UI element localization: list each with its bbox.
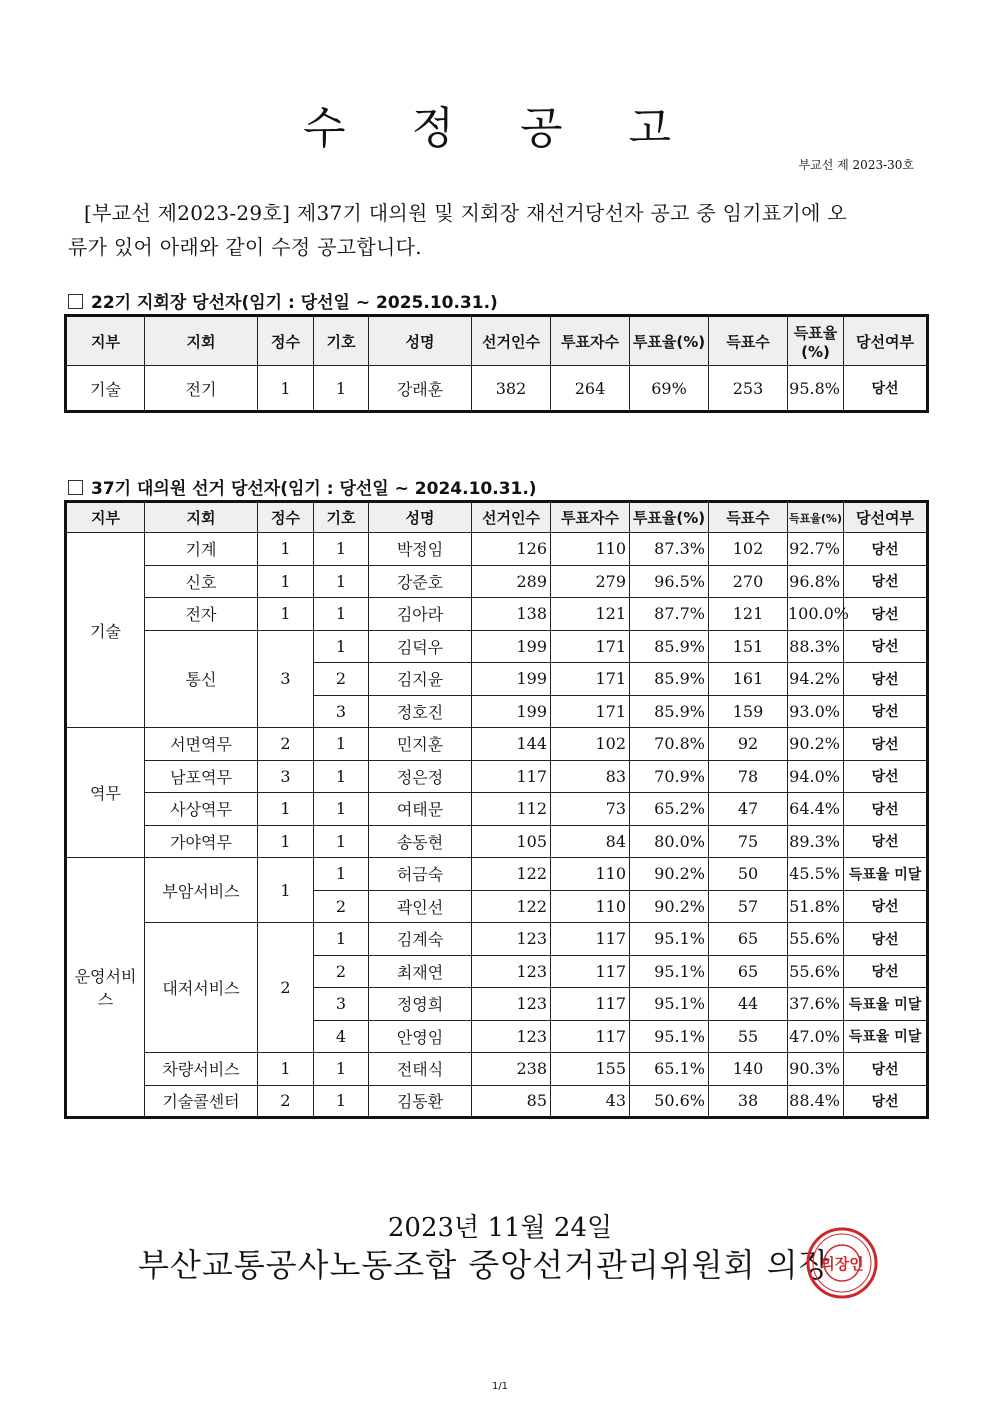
cell-name: 최재연 xyxy=(369,955,472,988)
cell-seats: 2 xyxy=(258,728,314,761)
cell-name: 김동환 xyxy=(369,1085,472,1118)
cell-name: 곽인선 xyxy=(369,890,472,923)
cell-name: 안영임 xyxy=(369,1020,472,1053)
cell-seats: 1 xyxy=(258,533,314,566)
cell-name: 전태식 xyxy=(369,1053,472,1086)
cell-electors: 112 xyxy=(472,793,551,826)
header-cell: 지부 xyxy=(66,502,145,533)
cell-turnout: 87.3% xyxy=(630,533,709,566)
cell-votes: 140 xyxy=(709,1053,788,1086)
cell-voters: 171 xyxy=(551,630,630,663)
cell-result: 당선 xyxy=(844,565,928,598)
cell-result: 득표율 미달 xyxy=(844,988,928,1021)
cell-votes: 78 xyxy=(709,760,788,793)
header-cell: 득표수 xyxy=(709,316,788,366)
header-cell: 당선여부 xyxy=(844,316,928,366)
cell-votes: 44 xyxy=(709,988,788,1021)
cell-rate: 55.6% xyxy=(788,923,844,956)
cell-result: 당선 xyxy=(844,955,928,988)
cell-turnout: 96.5% xyxy=(630,565,709,598)
table-row xyxy=(66,793,928,826)
cell-no: 3 xyxy=(314,988,369,1021)
table-header-row xyxy=(66,316,928,366)
announcement-date: 2023년 11월 24일 xyxy=(387,1213,613,1243)
cell-seats: 1 xyxy=(258,793,314,826)
cell-turnout: 85.9% xyxy=(630,695,709,728)
cell-voters: 83 xyxy=(551,760,630,793)
cell-name: 정은정 xyxy=(369,760,472,793)
cell-rate: 93.0% xyxy=(788,695,844,728)
cell-no: 1 xyxy=(314,923,369,956)
cell-electors: 199 xyxy=(472,663,551,696)
cell-seats: 2 xyxy=(258,1085,314,1118)
document-number: 부교선 제 2023-30호 xyxy=(798,158,914,172)
cell-no: 1 xyxy=(314,1085,369,1118)
cell-result: 당선 xyxy=(844,663,928,696)
cell-votes: 55 xyxy=(709,1020,788,1053)
cell-branch: 역무 xyxy=(66,728,145,858)
checkbox-square-icon xyxy=(68,480,83,495)
table-row xyxy=(66,923,928,956)
cell-turnout: 80.0% xyxy=(630,825,709,858)
cell-electors: 123 xyxy=(472,1020,551,1053)
cell-votes: 151 xyxy=(709,630,788,663)
cell-name: 강래훈 xyxy=(369,366,472,412)
cell-chapter: 통신 xyxy=(145,630,258,728)
cell-name: 박정임 xyxy=(369,533,472,566)
cell-turnout: 70.9% xyxy=(630,760,709,793)
cell-voters: 117 xyxy=(551,988,630,1021)
cell-voters: 110 xyxy=(551,533,630,566)
cell-voters: 279 xyxy=(551,565,630,598)
cell-chapter: 기술콜센터 xyxy=(145,1085,258,1118)
cell-votes: 50 xyxy=(709,858,788,891)
cell-result: 득표율 미달 xyxy=(844,1020,928,1053)
header-cell: 지회 xyxy=(145,316,258,366)
header-cell: 투표율(%) xyxy=(630,502,709,533)
cell-seats: 1 xyxy=(258,565,314,598)
cell-turnout: 90.2% xyxy=(630,890,709,923)
cell-electors: 105 xyxy=(472,825,551,858)
table-row xyxy=(66,728,928,761)
cell-rate: 45.5% xyxy=(788,858,844,891)
cell-seats: 1 xyxy=(258,598,314,631)
cell-no: 1 xyxy=(314,1053,369,1086)
cell-rate: 88.4% xyxy=(788,1085,844,1118)
cell-no: 1 xyxy=(314,760,369,793)
header-cell: 정수 xyxy=(258,316,314,366)
header-cell: 당선여부 xyxy=(844,502,928,533)
cell-votes: 75 xyxy=(709,825,788,858)
section2-heading-text: 37기 대의원 선거 당선자(임기 : 당선일 ~ 2024.10.31.) xyxy=(91,479,537,499)
cell-seats: 1 xyxy=(258,366,314,412)
table-row xyxy=(66,630,928,663)
cell-no: 3 xyxy=(314,695,369,728)
cell-seats: 1 xyxy=(258,1053,314,1086)
header-cell: 정수 xyxy=(258,502,314,533)
cell-chapter: 부암서비스 xyxy=(145,858,258,923)
table-row xyxy=(66,825,928,858)
cell-turnout: 65.1% xyxy=(630,1053,709,1086)
cell-chapter: 차량서비스 xyxy=(145,1053,258,1086)
cell-voters: 110 xyxy=(551,890,630,923)
cell-turnout: 95.1% xyxy=(630,923,709,956)
cell-votes: 47 xyxy=(709,793,788,826)
cell-result: 당선 xyxy=(844,890,928,923)
cell-result: 당선 xyxy=(844,695,928,728)
intro-paragraph xyxy=(68,196,928,264)
cell-electors: 382 xyxy=(472,366,551,412)
cell-chapter: 대저서비스 xyxy=(145,923,258,1053)
cell-seats: 1 xyxy=(258,858,314,923)
cell-result: 당선 xyxy=(844,630,928,663)
cell-electors: 289 xyxy=(472,565,551,598)
cell-turnout: 95.1% xyxy=(630,955,709,988)
cell-votes: 92 xyxy=(709,728,788,761)
branch-leader-table xyxy=(64,314,929,413)
cell-rate: 90.2% xyxy=(788,728,844,761)
table-row xyxy=(66,598,928,631)
cell-voters: 155 xyxy=(551,1053,630,1086)
cell-result: 당선 xyxy=(844,728,928,761)
cell-voters: 171 xyxy=(551,663,630,696)
header-cell: 선거인수 xyxy=(472,316,551,366)
cell-no: 1 xyxy=(314,533,369,566)
cell-rate: 47.0% xyxy=(788,1020,844,1053)
cell-chapter: 기계 xyxy=(145,533,258,566)
cell-name: 허금숙 xyxy=(369,858,472,891)
cell-result: 당선 xyxy=(844,760,928,793)
header-cell: 지회 xyxy=(145,502,258,533)
header-cell: 득표율(%) xyxy=(788,502,844,533)
table-row xyxy=(66,1085,928,1118)
header-cell: 지부 xyxy=(66,316,145,366)
cell-electors: 199 xyxy=(472,630,551,663)
cell-chapter: 남포역무 xyxy=(145,760,258,793)
header-cell: 성명 xyxy=(369,502,472,533)
cell-no: 1 xyxy=(314,793,369,826)
cell-turnout: 85.9% xyxy=(630,663,709,696)
cell-turnout: 65.2% xyxy=(630,793,709,826)
cell-votes: 161 xyxy=(709,663,788,696)
cell-no: 2 xyxy=(314,663,369,696)
cell-name: 정호진 xyxy=(369,695,472,728)
cell-rate: 94.0% xyxy=(788,760,844,793)
cell-votes: 57 xyxy=(709,890,788,923)
table-row xyxy=(66,760,928,793)
header-cell: 기호 xyxy=(314,502,369,533)
cell-rate: 89.3% xyxy=(788,825,844,858)
cell-rate: 90.3% xyxy=(788,1053,844,1086)
cell-result: 당선 xyxy=(844,366,928,412)
cell-voters: 264 xyxy=(551,366,630,412)
cell-branch: 기술 xyxy=(66,366,145,412)
section1-heading-text: 22기 지회장 당선자(임기 : 당선일 ~ 2025.10.31.) xyxy=(91,293,498,313)
cell-name: 김지윤 xyxy=(369,663,472,696)
cell-number: 1 xyxy=(314,366,369,412)
cell-name: 여태문 xyxy=(369,793,472,826)
cell-name: 강준호 xyxy=(369,565,472,598)
header-cell: 투표자수 xyxy=(551,316,630,366)
cell-votes: 65 xyxy=(709,923,788,956)
cell-electors: 117 xyxy=(472,760,551,793)
svg-text:의장인: 의장인 xyxy=(820,1255,864,1273)
cell-seats: 3 xyxy=(258,760,314,793)
cell-branch: 운영서비스 xyxy=(66,858,145,1118)
cell-electors: 85 xyxy=(472,1085,551,1118)
cell-voters: 117 xyxy=(551,923,630,956)
cell-result: 당선 xyxy=(844,923,928,956)
cell-votes: 253 xyxy=(709,366,788,412)
cell-votes: 102 xyxy=(709,533,788,566)
cell-result: 당선 xyxy=(844,1085,928,1118)
cell-branch: 기술 xyxy=(66,533,145,728)
cell-votes: 270 xyxy=(709,565,788,598)
cell-electors: 238 xyxy=(472,1053,551,1086)
cell-rate: 94.2% xyxy=(788,663,844,696)
cell-electors: 138 xyxy=(472,598,551,631)
cell-result: 당선 xyxy=(844,533,928,566)
cell-rate: 95.8% xyxy=(788,366,844,412)
cell-electors: 122 xyxy=(472,890,551,923)
cell-result: 당선 xyxy=(844,793,928,826)
cell-no: 2 xyxy=(314,890,369,923)
cell-result: 당선 xyxy=(844,598,928,631)
cell-electors: 144 xyxy=(472,728,551,761)
table-header-row xyxy=(66,502,928,533)
cell-electors: 126 xyxy=(472,533,551,566)
cell-rate: 51.8% xyxy=(788,890,844,923)
cell-voters: 121 xyxy=(551,598,630,631)
cell-rate: 88.3% xyxy=(788,630,844,663)
cell-voters: 84 xyxy=(551,825,630,858)
cell-no: 1 xyxy=(314,825,369,858)
cell-chapter: 전자 xyxy=(145,598,258,631)
cell-rate: 64.4% xyxy=(788,793,844,826)
cell-rate: 55.6% xyxy=(788,955,844,988)
cell-electors: 123 xyxy=(472,923,551,956)
table-row xyxy=(66,858,928,891)
cell-rate: 96.8% xyxy=(788,565,844,598)
cell-electors: 199 xyxy=(472,695,551,728)
cell-voters: 117 xyxy=(551,1020,630,1053)
cell-result: 당선 xyxy=(844,1053,928,1086)
cell-name: 김아라 xyxy=(369,598,472,631)
cell-no: 1 xyxy=(314,565,369,598)
cell-voters: 117 xyxy=(551,955,630,988)
cell-turnout: 90.2% xyxy=(630,858,709,891)
cell-name: 정영희 xyxy=(369,988,472,1021)
header-cell: 투표자수 xyxy=(551,502,630,533)
header-cell: 투표율(%) xyxy=(630,316,709,366)
cell-votes: 121 xyxy=(709,598,788,631)
cell-turnout: 85.9% xyxy=(630,630,709,663)
page-title: 수 정 공 고 xyxy=(303,103,697,154)
cell-voters: 102 xyxy=(551,728,630,761)
signer-title: 부산교통공사노동조합 중앙선거관리위원회 의장 xyxy=(138,1246,831,1284)
cell-votes: 159 xyxy=(709,695,788,728)
intro-line-2: 류가 있어 아래와 같이 수정 공고합니다. xyxy=(68,235,422,259)
table-row xyxy=(66,565,928,598)
cell-electors: 123 xyxy=(472,988,551,1021)
cell-no: 1 xyxy=(314,728,369,761)
cell-no: 1 xyxy=(314,858,369,891)
cell-turnout: 50.6% xyxy=(630,1085,709,1118)
cell-rate: 92.7% xyxy=(788,533,844,566)
cell-votes: 38 xyxy=(709,1085,788,1118)
header-cell: 선거인수 xyxy=(472,502,551,533)
cell-voters: 110 xyxy=(551,858,630,891)
section2-heading xyxy=(68,474,537,499)
cell-chapter: 사상역무 xyxy=(145,793,258,826)
cell-no: 1 xyxy=(314,630,369,663)
cell-chapter: 신호 xyxy=(145,565,258,598)
cell-electors: 123 xyxy=(472,955,551,988)
checkbox-square-icon xyxy=(68,294,83,309)
cell-votes: 65 xyxy=(709,955,788,988)
cell-no: 2 xyxy=(314,955,369,988)
cell-chapter: 가야역무 xyxy=(145,825,258,858)
cell-name: 김계숙 xyxy=(369,923,472,956)
cell-rate: 37.6% xyxy=(788,988,844,1021)
cell-voters: 171 xyxy=(551,695,630,728)
table-row xyxy=(66,366,928,412)
cell-rate: 100.0% xyxy=(788,598,844,631)
cell-result: 당선 xyxy=(844,825,928,858)
table-row xyxy=(66,533,928,566)
cell-result: 득표율 미달 xyxy=(844,858,928,891)
cell-voters: 73 xyxy=(551,793,630,826)
cell-name: 송동현 xyxy=(369,825,472,858)
cell-turnout: 69% xyxy=(630,366,709,412)
header-cell: 성명 xyxy=(369,316,472,366)
cell-turnout: 95.1% xyxy=(630,988,709,1021)
cell-turnout: 70.8% xyxy=(630,728,709,761)
cell-name: 민지훈 xyxy=(369,728,472,761)
cell-turnout: 87.7% xyxy=(630,598,709,631)
section1-heading xyxy=(68,288,498,313)
cell-turnout: 95.1% xyxy=(630,1020,709,1053)
cell-voters: 43 xyxy=(551,1085,630,1118)
delegate-table xyxy=(64,500,929,1119)
cell-name: 김덕우 xyxy=(369,630,472,663)
cell-chapter: 전기 xyxy=(145,366,258,412)
intro-line-1: [부교선 제2023-29호] 제37기 대의원 및 지회장 재선거당선자 공고 중 임기표기에 오 xyxy=(84,201,848,225)
page-number: 1/1 xyxy=(491,1381,509,1392)
table-row xyxy=(66,1053,928,1086)
cell-no: 4 xyxy=(314,1020,369,1053)
official-seal-icon xyxy=(806,1227,878,1299)
cell-electors: 122 xyxy=(472,858,551,891)
cell-seats: 1 xyxy=(258,825,314,858)
cell-seats: 3 xyxy=(258,630,314,728)
cell-chapter: 서면역무 xyxy=(145,728,258,761)
cell-seats: 2 xyxy=(258,923,314,1053)
cell-no: 1 xyxy=(314,598,369,631)
header-cell: 득표수 xyxy=(709,502,788,533)
header-cell: 득표율(%) xyxy=(788,316,844,366)
header-cell: 기호 xyxy=(314,316,369,366)
